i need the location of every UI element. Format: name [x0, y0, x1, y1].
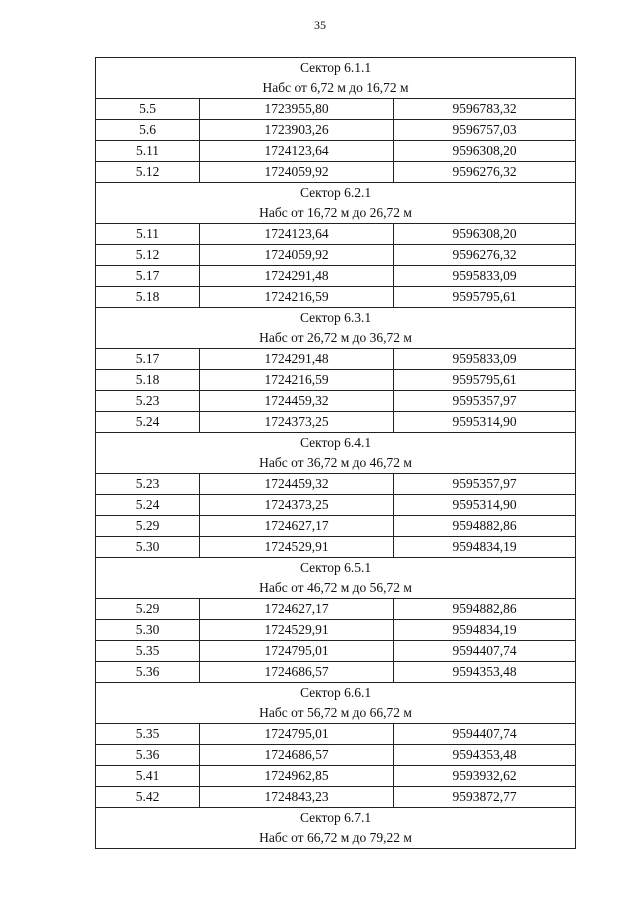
- table-row: [96, 787, 576, 808]
- x-coordinate-cell: 1724459,32: [200, 474, 394, 495]
- table-row: [96, 724, 576, 745]
- point-number-cell: 5.23: [96, 391, 200, 412]
- sector-header: [96, 58, 576, 99]
- x-coordinate-cell: 1724123,64: [200, 224, 394, 245]
- point-number-cell: 5.17: [96, 349, 200, 370]
- point-number-cell: 5.29: [96, 516, 200, 537]
- sector-header: [96, 433, 576, 474]
- x-coordinate-cell: 1724373,25: [200, 495, 394, 516]
- x-coordinate-cell: 1724529,91: [200, 620, 394, 641]
- x-coordinate-cell: 1724627,17: [200, 599, 394, 620]
- table-row: [96, 162, 576, 183]
- x-coordinate-cell: 1724059,92: [200, 162, 394, 183]
- y-coordinate-cell: 9595314,90: [394, 495, 576, 516]
- y-coordinate-cell: 9594407,74: [394, 641, 576, 662]
- table-row: [96, 120, 576, 141]
- point-number-cell: 5.5: [96, 99, 200, 120]
- table-row: [96, 745, 576, 766]
- y-coordinate-cell: 9595833,09: [394, 266, 576, 287]
- sector-title: Сектор 6.7.1: [299, 810, 372, 825]
- y-coordinate-cell: 9594353,48: [394, 745, 576, 766]
- y-coordinate-cell: 9595795,61: [394, 370, 576, 391]
- table-row: [96, 224, 576, 245]
- sector-height-range: Набс от 16,72 м до 26,72 м: [259, 205, 412, 220]
- x-coordinate-cell: 1724686,57: [200, 662, 394, 683]
- y-coordinate-cell: 9596276,32: [394, 245, 576, 266]
- sector-height-range: Набс от 46,72 м до 56,72 м: [259, 580, 412, 595]
- sector-header-row: [96, 183, 576, 224]
- table-row: [96, 412, 576, 433]
- x-coordinate-cell: 1723903,26: [200, 120, 394, 141]
- x-coordinate-cell: 1724459,32: [200, 391, 394, 412]
- sector-header: [96, 308, 576, 349]
- table-row: [96, 391, 576, 412]
- x-coordinate-cell: 1724216,59: [200, 287, 394, 308]
- sector-header: [96, 558, 576, 599]
- point-number-cell: 5.12: [96, 245, 200, 266]
- y-coordinate-cell: 9596308,20: [394, 224, 576, 245]
- sector-header-row: [96, 683, 576, 724]
- table-row: [96, 766, 576, 787]
- table-row: [96, 620, 576, 641]
- y-coordinate-cell: 9593872,77: [394, 787, 576, 808]
- sector-height-range: Набс от 56,72 м до 66,72 м: [259, 705, 412, 720]
- table-row: [96, 349, 576, 370]
- sector-header-row: [96, 808, 576, 849]
- y-coordinate-cell: 9594407,74: [394, 724, 576, 745]
- y-coordinate-cell: 9594353,48: [394, 662, 576, 683]
- x-coordinate-cell: 1724962,85: [200, 766, 394, 787]
- point-number-cell: 5.29: [96, 599, 200, 620]
- sector-header: [96, 683, 576, 724]
- point-number-cell: 5.12: [96, 162, 200, 183]
- sector-title: Сектор 6.2.1: [299, 185, 372, 200]
- x-coordinate-cell: 1724291,48: [200, 349, 394, 370]
- point-number-cell: 5.24: [96, 412, 200, 433]
- coordinates-table: [95, 57, 576, 849]
- x-coordinate-cell: 1724291,48: [200, 266, 394, 287]
- point-number-cell: 5.36: [96, 745, 200, 766]
- table-row: [96, 662, 576, 683]
- y-coordinate-cell: 9595795,61: [394, 287, 576, 308]
- table-row: [96, 141, 576, 162]
- sector-header-row: [96, 58, 576, 99]
- page-number: 35: [314, 18, 326, 32]
- y-coordinate-cell: 9596308,20: [394, 141, 576, 162]
- point-number-cell: 5.42: [96, 787, 200, 808]
- point-number-cell: 5.11: [96, 224, 200, 245]
- x-coordinate-cell: 1724795,01: [200, 724, 394, 745]
- x-coordinate-cell: 1724529,91: [200, 537, 394, 558]
- point-number-cell: 5.18: [96, 287, 200, 308]
- sector-title: Сектор 6.6.1: [299, 685, 372, 700]
- point-number-cell: 5.24: [96, 495, 200, 516]
- point-number-cell: 5.41: [96, 766, 200, 787]
- sector-header-row: [96, 558, 576, 599]
- point-number-cell: 5.18: [96, 370, 200, 391]
- sector-title: Сектор 6.1.1: [299, 60, 372, 75]
- sector-header: [96, 808, 576, 849]
- point-number-cell: 5.23: [96, 474, 200, 495]
- sector-height-range: Набс от 66,72 м до 79,22 м: [259, 830, 412, 845]
- x-coordinate-cell: 1724123,64: [200, 141, 394, 162]
- point-number-cell: 5.6: [96, 120, 200, 141]
- sector-height-range: Набс от 6,72 м до 16,72 м: [262, 80, 409, 95]
- point-number-cell: 5.30: [96, 620, 200, 641]
- coordinates-table-body: [96, 58, 576, 849]
- y-coordinate-cell: 9595833,09: [394, 349, 576, 370]
- y-coordinate-cell: 9595314,90: [394, 412, 576, 433]
- x-coordinate-cell: 1724059,92: [200, 245, 394, 266]
- x-coordinate-cell: 1724627,17: [200, 516, 394, 537]
- point-number-cell: 5.30: [96, 537, 200, 558]
- point-number-cell: 5.11: [96, 141, 200, 162]
- x-coordinate-cell: 1724843,23: [200, 787, 394, 808]
- point-number-cell: 5.17: [96, 266, 200, 287]
- table-row: [96, 287, 576, 308]
- y-coordinate-cell: 9596783,32: [394, 99, 576, 120]
- point-number-cell: 5.36: [96, 662, 200, 683]
- table-row: [96, 599, 576, 620]
- x-coordinate-cell: 1724216,59: [200, 370, 394, 391]
- sector-header-row: [96, 433, 576, 474]
- table-row: [96, 641, 576, 662]
- table-row: [96, 516, 576, 537]
- y-coordinate-cell: 9594834,19: [394, 620, 576, 641]
- point-number-cell: 5.35: [96, 641, 200, 662]
- point-number-cell: 5.35: [96, 724, 200, 745]
- y-coordinate-cell: 9594882,86: [394, 516, 576, 537]
- sector-title: Сектор 6.3.1: [299, 310, 372, 325]
- sector-title: Сектор 6.4.1: [299, 435, 372, 450]
- table-row: [96, 370, 576, 391]
- sector-header: [96, 183, 576, 224]
- y-coordinate-cell: 9595357,97: [394, 474, 576, 495]
- sector-header-row: [96, 308, 576, 349]
- x-coordinate-cell: 1723955,80: [200, 99, 394, 120]
- table-row: [96, 495, 576, 516]
- sector-height-range: Набс от 36,72 м до 46,72 м: [259, 455, 412, 470]
- y-coordinate-cell: 9595357,97: [394, 391, 576, 412]
- table-row: [96, 266, 576, 287]
- y-coordinate-cell: 9596757,03: [394, 120, 576, 141]
- x-coordinate-cell: 1724686,57: [200, 745, 394, 766]
- table-row: [96, 99, 576, 120]
- x-coordinate-cell: 1724795,01: [200, 641, 394, 662]
- y-coordinate-cell: 9596276,32: [394, 162, 576, 183]
- sector-height-range: Набс от 26,72 м до 36,72 м: [259, 330, 412, 345]
- y-coordinate-cell: 9593932,62: [394, 766, 576, 787]
- sector-title: Сектор 6.5.1: [299, 560, 372, 575]
- y-coordinate-cell: 9594882,86: [394, 599, 576, 620]
- y-coordinate-cell: 9594834,19: [394, 537, 576, 558]
- x-coordinate-cell: 1724373,25: [200, 412, 394, 433]
- table-row: [96, 245, 576, 266]
- table-row: [96, 474, 576, 495]
- table-row: [96, 537, 576, 558]
